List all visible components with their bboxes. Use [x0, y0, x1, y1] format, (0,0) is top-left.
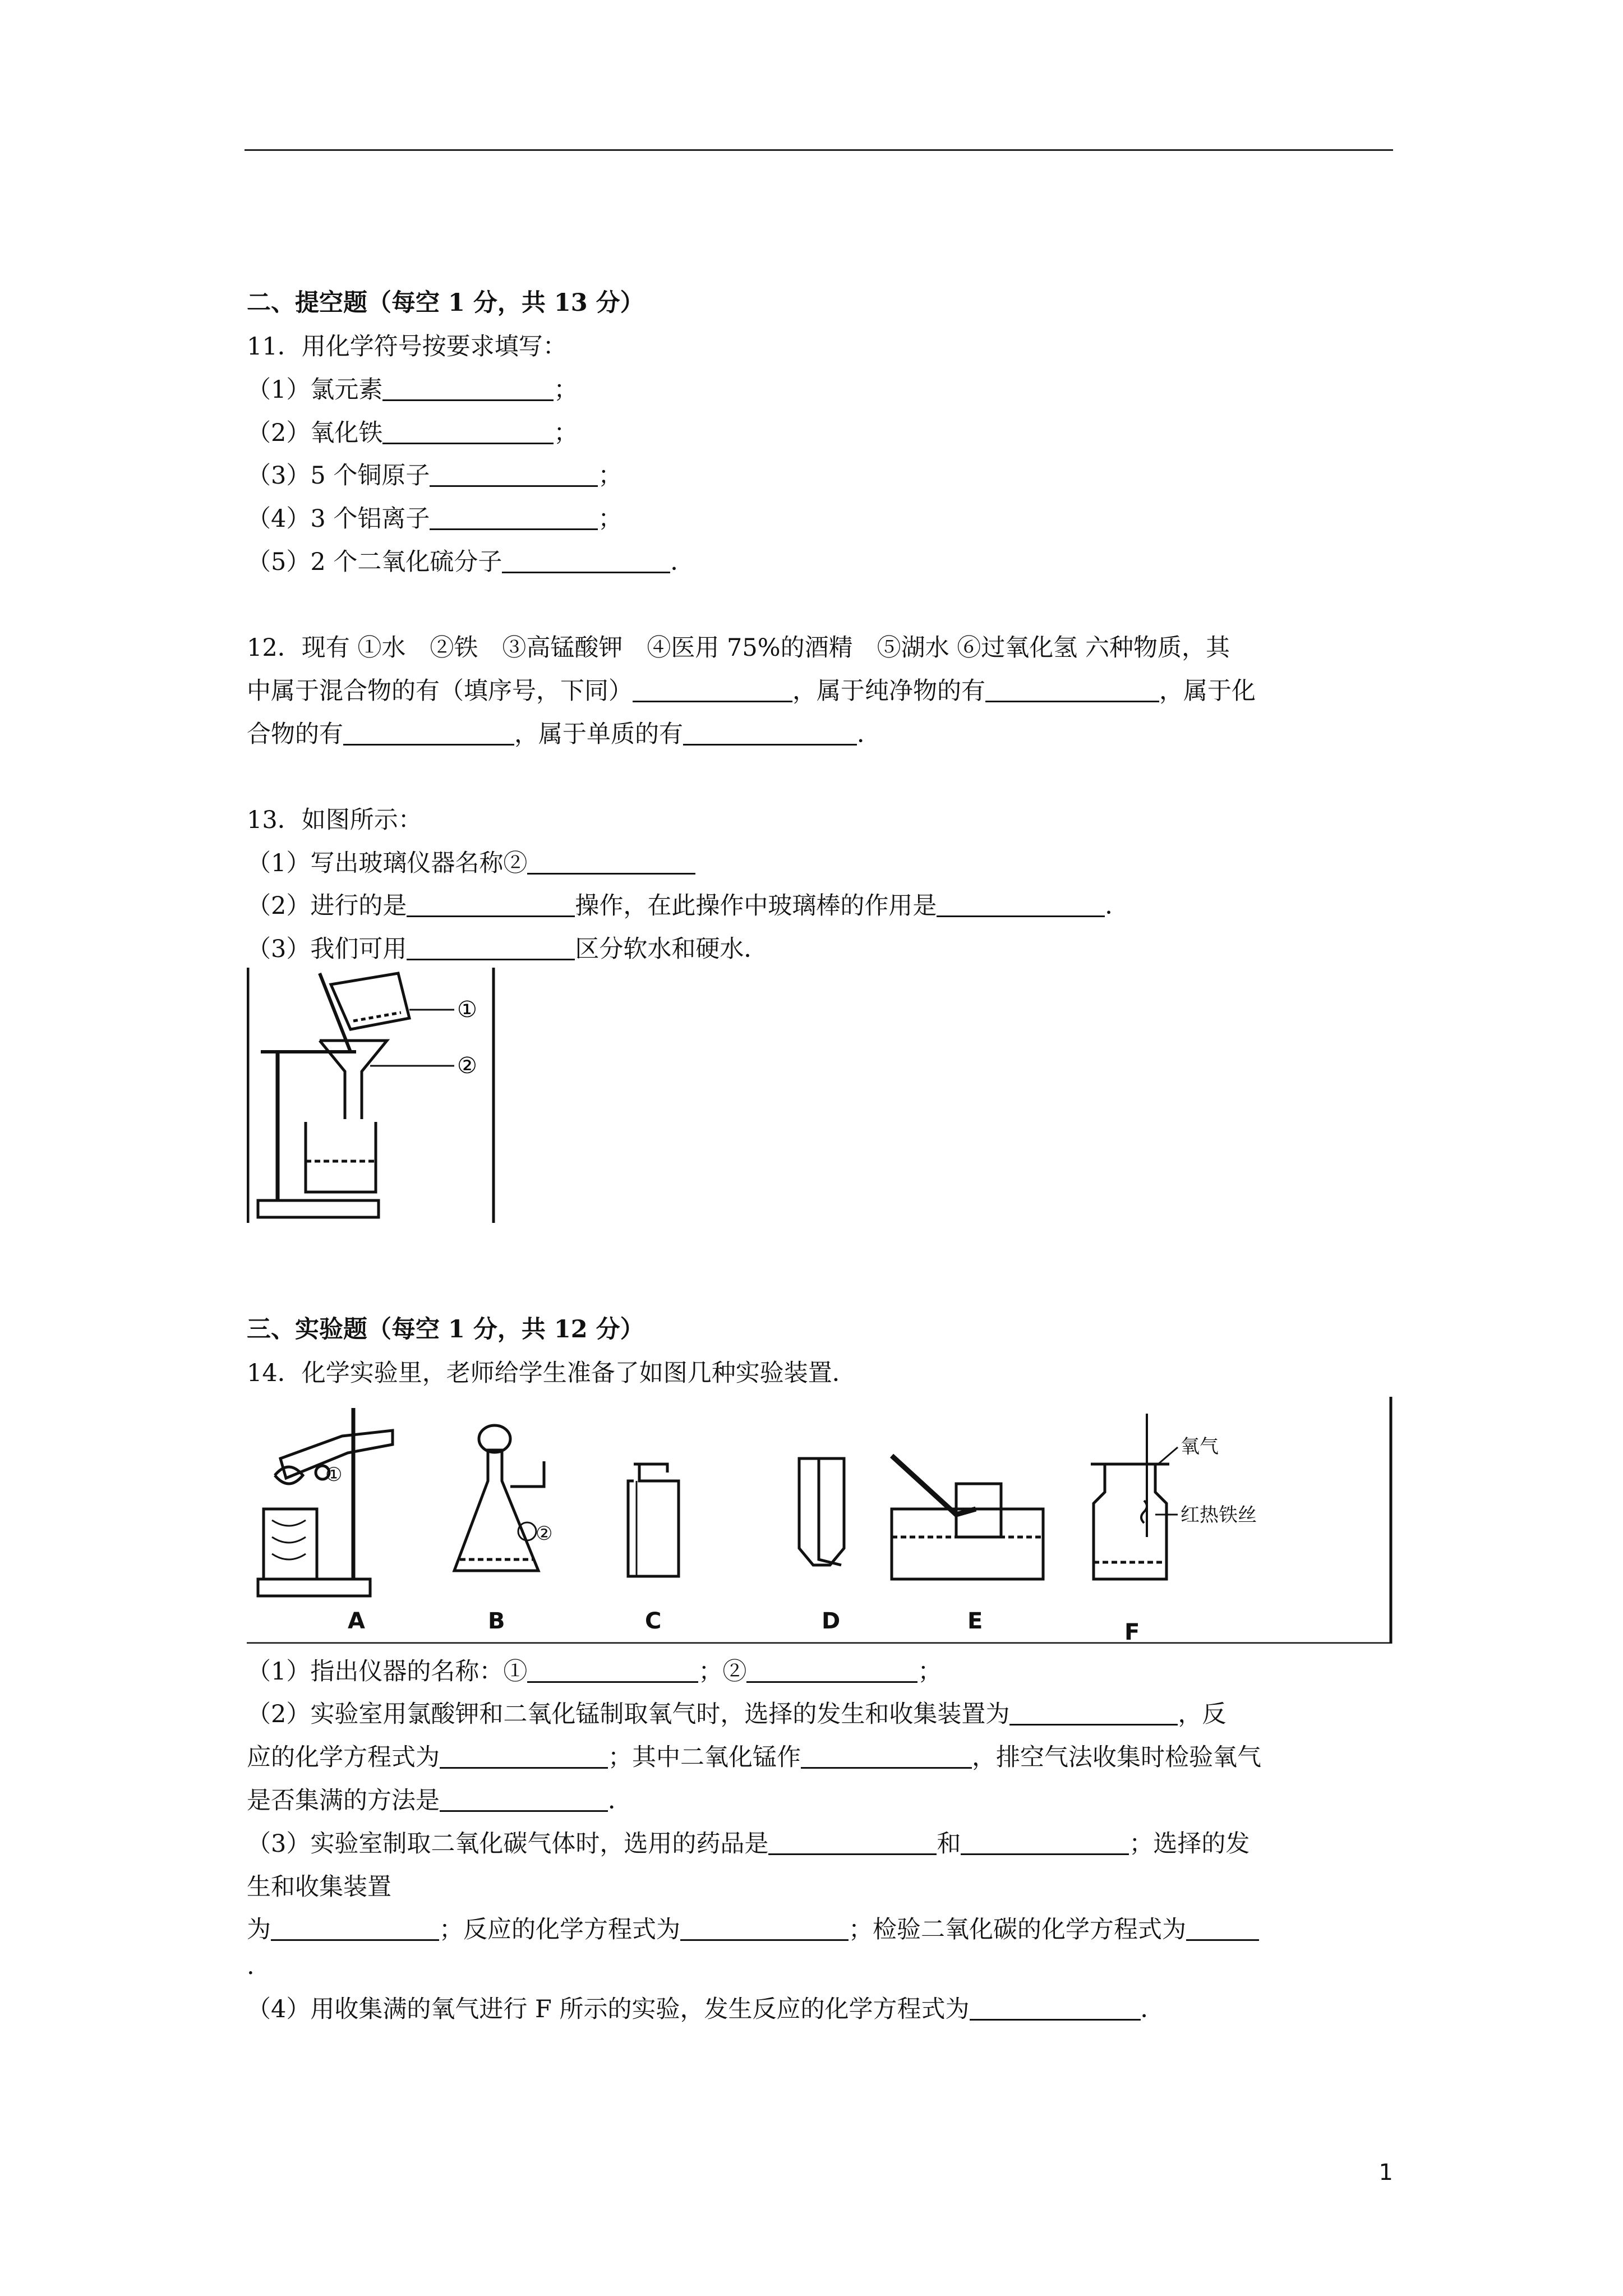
- answer-blank[interactable]: [970, 1993, 1141, 2021]
- apparatus-marker-1: ①: [325, 1464, 343, 1486]
- label-f: F: [1124, 1619, 1140, 1644]
- q14-text: 和: [937, 1830, 961, 1858]
- q13-text: 操作，在此操作中玻璃棒的作用是: [575, 892, 937, 920]
- q12-text: 中属于混合物的有（填序号，下同）: [247, 677, 633, 705]
- q11-item-3-label: （3）5 个铜原子: [247, 462, 430, 490]
- q14-text: 是否集满的方法是: [247, 1787, 440, 1815]
- oxygen-label: 氧气: [1181, 1435, 1219, 1458]
- answer-blank[interactable]: [440, 1784, 608, 1812]
- punct: ；: [598, 462, 623, 490]
- answer-blank[interactable]: [343, 718, 514, 746]
- marker-1: ①: [457, 997, 477, 1023]
- q14-part-1: [247, 1655, 942, 1688]
- marker-2: ②: [457, 1053, 477, 1079]
- label-b: B: [488, 1608, 505, 1634]
- section-3-title: 三、实验题（每空 1 分，共 12 分）: [247, 1315, 644, 1343]
- header-rule: [245, 149, 1393, 151]
- answer-blank[interactable]: [407, 890, 575, 917]
- answer-blank[interactable]: [382, 374, 554, 401]
- q12-text: ．: [857, 720, 881, 748]
- punct: ；: [554, 376, 578, 404]
- q14-text: 为: [247, 1916, 271, 1944]
- q12-line-2: [247, 674, 1256, 708]
- section-2-title: 二、提空题（每空 1 分，共 13 分）: [247, 289, 644, 317]
- punct: ．: [670, 548, 695, 576]
- q14-part-2-line-3: [247, 1784, 632, 1818]
- q11-item-4-label: （4）3 个铝离子: [247, 505, 430, 533]
- punct: ；: [554, 419, 578, 447]
- answer-blank[interactable]: [1186, 1913, 1259, 1941]
- answer-blank[interactable]: [407, 933, 575, 960]
- answer-blank[interactable]: [440, 1741, 608, 1769]
- q14-text: ；检验二氧化碳的化学方程式为: [849, 1916, 1186, 1944]
- answer-blank[interactable]: [746, 1655, 917, 1683]
- q11-item-3: [247, 459, 622, 493]
- answer-blank[interactable]: [768, 1828, 937, 1855]
- q11-item-1: [247, 373, 578, 407]
- q11-item-2: [247, 416, 578, 450]
- q14-text: 应的化学方程式为: [247, 1743, 440, 1772]
- q12-text: ，属于纯净物的有: [792, 677, 985, 705]
- q14-text: ，反: [1178, 1700, 1227, 1728]
- answer-blank[interactable]: [683, 718, 857, 746]
- answer-blank[interactable]: [502, 546, 670, 573]
- q13-item-1: [247, 846, 695, 880]
- answer-blank[interactable]: [527, 847, 695, 875]
- q13-item-3: [247, 932, 768, 966]
- q12-text: 合物的有: [247, 720, 343, 748]
- q13-item-2: [247, 889, 1129, 923]
- q14-part-4: [247, 1993, 1165, 2026]
- q14-text: ；反应的化学方程式为: [439, 1916, 680, 1944]
- q14-part-3-line-1: [247, 1827, 1249, 1861]
- q14-part-3-line-3: [247, 1913, 1259, 1947]
- q13-stem: 13．如图所示：: [247, 806, 422, 834]
- answer-blank[interactable]: [680, 1913, 849, 1941]
- q12-text: ，属于化: [1159, 677, 1256, 705]
- answer-blank[interactable]: [382, 417, 554, 444]
- q14-text: ．: [608, 1787, 632, 1815]
- q13-text: （1）写出玻璃仪器名称②: [247, 849, 528, 877]
- q14-text: （2）实验室用氯酸钾和二氧化锰制取氧气时，选择的发生和收集装置为: [247, 1700, 1010, 1728]
- q14-text: ；其中二氧化锰作: [608, 1743, 801, 1772]
- q14-text: （1）指出仪器的名称：①: [247, 1658, 528, 1686]
- page-number: 1: [1378, 2160, 1393, 2185]
- q11-item-1-label: （1）氯元素: [247, 376, 383, 404]
- q12-line-1: 12．现有 ①水 ②铁 ③高锰酸钾 ④医用 75%的酒精 ⑤湖水 ⑥过氧化氢 六种物质，其: [247, 634, 1230, 662]
- punct: ；: [598, 505, 623, 533]
- answer-blank[interactable]: [801, 1741, 972, 1769]
- label-c: C: [645, 1608, 662, 1634]
- q14-text: ；②: [698, 1658, 747, 1686]
- q11-item-5-label: （5）2 个二氧化硫分子: [247, 548, 502, 576]
- filtration-figure: [247, 968, 505, 1226]
- q11-item-4: [247, 502, 622, 536]
- q13-text: 区分软水和硬水．: [575, 935, 768, 963]
- apparatus-figure: [247, 1397, 1394, 1644]
- q12-line-3: [247, 717, 881, 751]
- answer-blank[interactable]: [430, 459, 598, 487]
- answer-blank[interactable]: [961, 1828, 1129, 1855]
- q14-text: （4）用收集满的氧气进行 F 所示的实验，发生反应的化学方程式为: [247, 1995, 970, 2023]
- answer-blank[interactable]: [430, 503, 598, 530]
- q13-text: （2）进行的是: [247, 892, 407, 920]
- q14-stem: 14．化学实验里，老师给学生准备了如图几种实验装置．: [247, 1359, 856, 1387]
- q13-text: （3）我们可用: [247, 935, 407, 963]
- q14-part-3-line-2: 生和收集装置: [247, 1873, 391, 1901]
- q14-part-2-line-2: [247, 1741, 1261, 1774]
- q14-text: ；: [917, 1658, 942, 1686]
- label-a: A: [348, 1608, 365, 1634]
- q13-text: ．: [1105, 892, 1129, 920]
- q14-text: ．: [1140, 1995, 1165, 2023]
- answer-blank[interactable]: [985, 675, 1159, 702]
- label-d: D: [822, 1608, 841, 1634]
- answer-blank[interactable]: [633, 675, 792, 702]
- q14-part-3-line-4: .: [247, 1952, 255, 1980]
- label-e: E: [967, 1608, 983, 1634]
- q14-text: ，排空气法收集时检验氧气: [972, 1743, 1261, 1772]
- q14-text: ；选择的发: [1129, 1830, 1250, 1858]
- answer-blank[interactable]: [1009, 1698, 1178, 1726]
- q11-item-2-label: （2）氧化铁: [247, 419, 383, 447]
- answer-blank[interactable]: [271, 1913, 439, 1941]
- q14-text: （3）实验室制取二氧化碳气体时，选用的药品是: [247, 1830, 769, 1858]
- answer-blank[interactable]: [937, 890, 1105, 917]
- q11-item-5: [247, 545, 694, 579]
- apparatus-marker-2: ②: [536, 1522, 553, 1545]
- iron-wire-label: 红热铁丝: [1181, 1504, 1257, 1526]
- q14-part-2-line-1: [247, 1697, 1226, 1731]
- answer-blank[interactable]: [527, 1655, 698, 1683]
- q11-stem: 11．用化学符号按要求填写：: [247, 333, 567, 361]
- q12-text: ，属于单质的有: [514, 720, 683, 748]
